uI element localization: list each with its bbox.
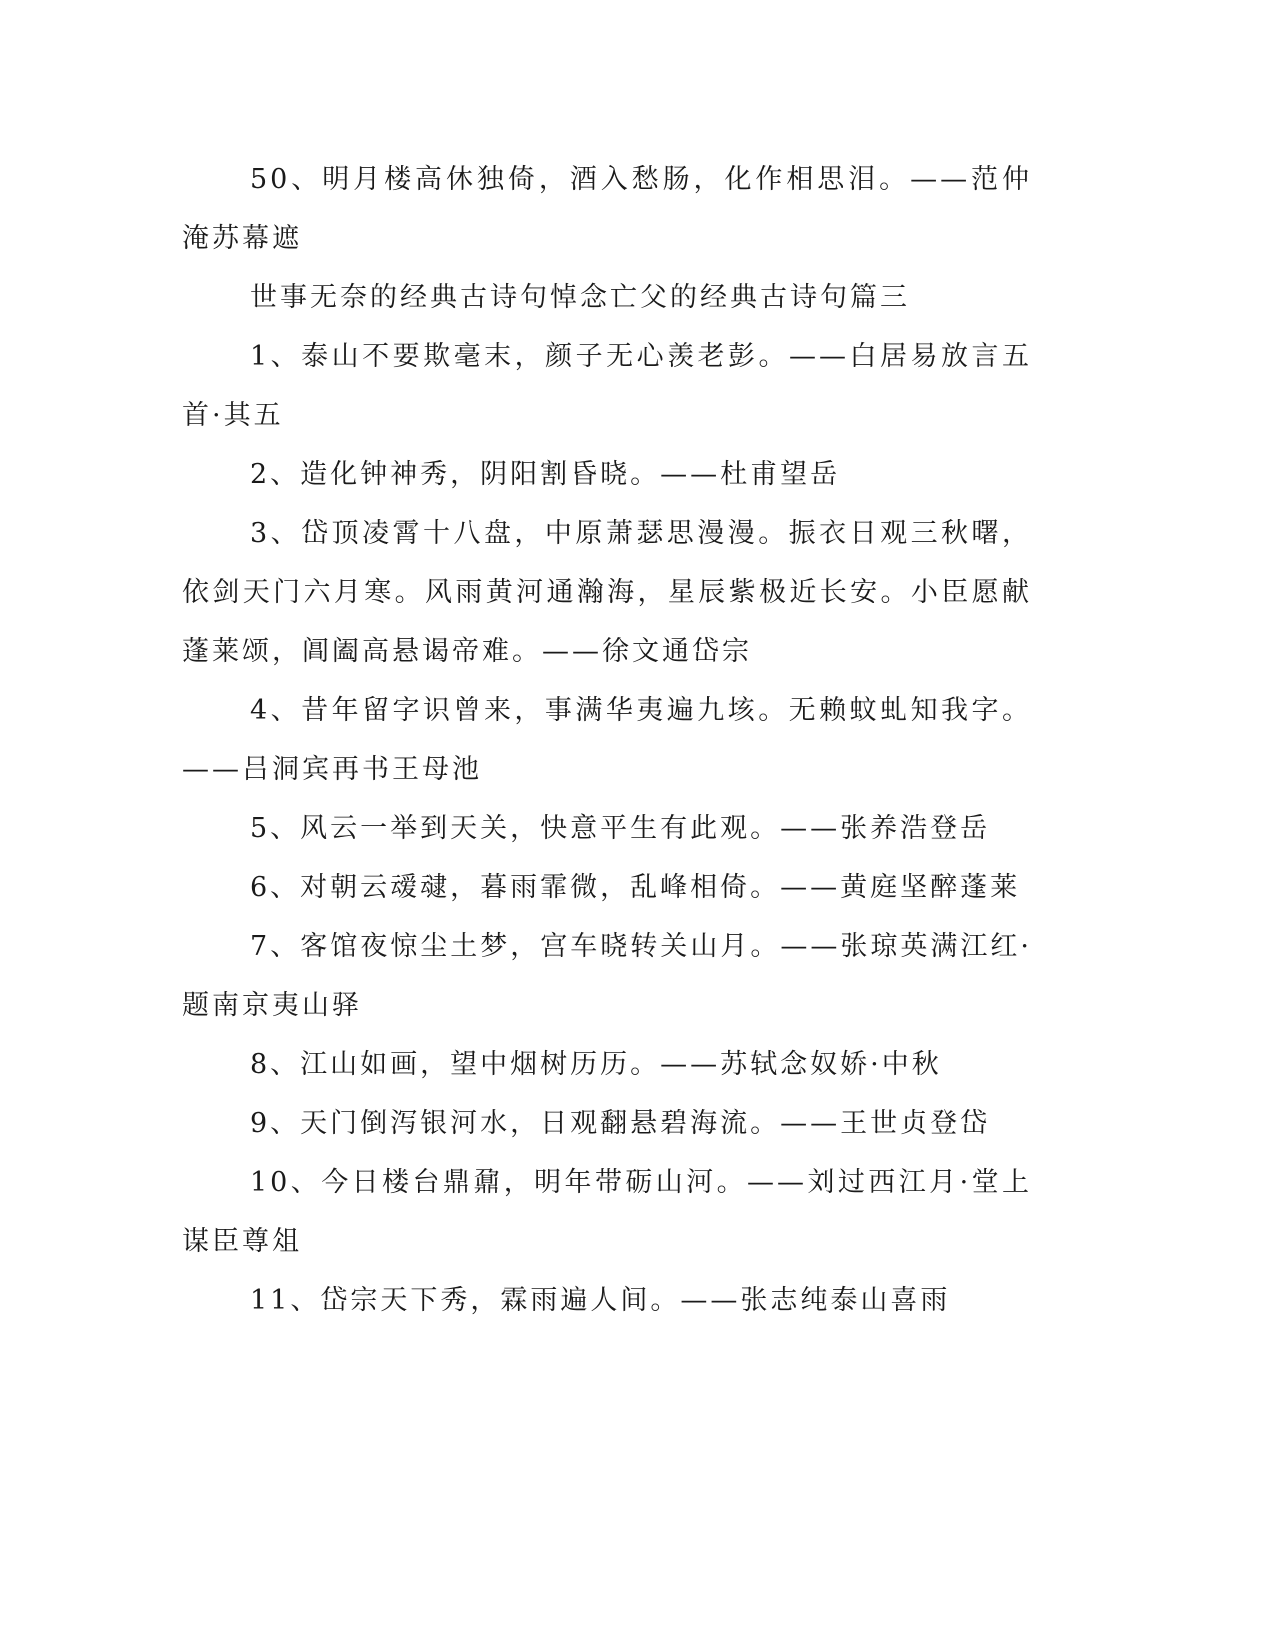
- paragraph-poem-5: 5、风云一举到天关，快意平生有此观。——张养浩登岳: [250, 813, 991, 844]
- paragraph-poem-4: 4、昔年留字识曾来，事满华夷遍九垓。无赖蚊虬知我字。——吕洞宾再书王母池: [182, 695, 1032, 785]
- paragraph-poem-6: 6、对朝云叆叇，暮雨霏微，乱峰相倚。——黄庭坚醉蓬莱: [250, 872, 1021, 903]
- paragraph-poem-50: 50、明月楼高休独倚，酒入愁肠，化作相思泪。——范仲淹苏幕遮: [182, 164, 1032, 254]
- paragraph-poem-9: 9、天门倒泻银河水，日观翻悬碧海流。——王世贞登岱: [250, 1108, 991, 1139]
- paragraph-poem-7: 7、客馆夜惊尘土梦，宫车晓转关山月。——张琼英满江红·题南京夷山驿: [182, 931, 1032, 1021]
- paragraph-poem-8: 8、江山如画，望中烟树历历。——苏轼念奴娇·中秋: [250, 1049, 942, 1080]
- paragraph-poem-11: 11、岱宗天下秀，霖雨遍人间。——张志纯泰山喜雨: [250, 1285, 951, 1316]
- document-body: [182, 150, 1032, 1330]
- paragraph-poem-1: 1、泰山不要欺毫末，颜子无心羡老彭。——白居易放言五首·其五: [182, 341, 1032, 431]
- section-heading: 世事无奈的经典古诗句悼念亡父的经典古诗句篇三: [250, 282, 910, 313]
- paragraph-poem-10: 10、今日楼台鼎鼐，明年带砺山河。——刘过西江月·堂上谋臣尊俎: [182, 1167, 1032, 1257]
- paragraph-poem-3: 3、岱顶凌霄十八盘，中原萧瑟思漫漫。振衣日观三秋曙，依剑天门六月寒。风雨黄河通瀚海，星辰紫极近长安。小臣愿献蓬莱颂，阊阖高悬谒帝难。——徐文通岱宗: [182, 518, 1032, 667]
- paragraph-poem-2: 2、造化钟神秀，阴阳割昏晓。——杜甫望岳: [250, 459, 841, 490]
